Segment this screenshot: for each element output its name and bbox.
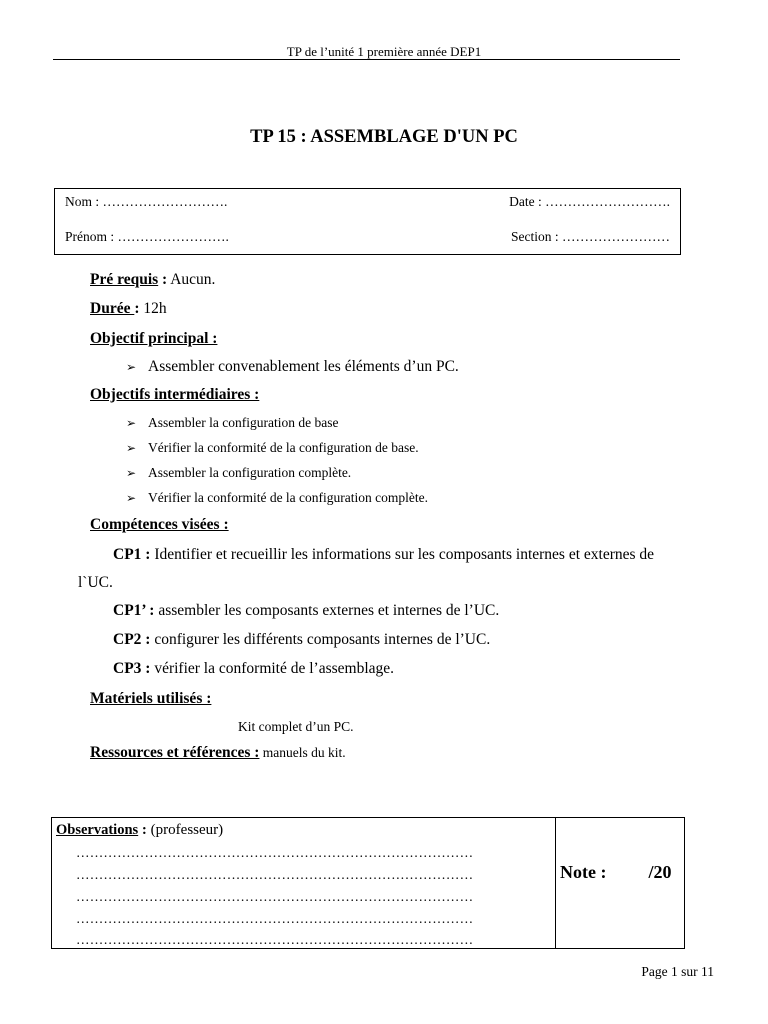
note-value: /20 [648,862,672,882]
arrow-bullet-icon: ➢ [126,441,137,455]
objectif-intermediaire-item [126,440,419,456]
observations-value: (professeur) [146,822,224,838]
prerequis-line [90,271,215,289]
prerequis-label: Pré requis [90,271,159,288]
materiels-label: Matériels utilisés : [90,690,212,707]
duree-label: Durée [90,300,135,317]
objectif-principal-heading [90,330,217,348]
duree-line [90,300,167,318]
observations-table [51,817,685,949]
competences-heading [90,516,229,534]
observations-label: Observations [56,822,139,838]
note-cell [560,862,672,883]
cp3-line [113,660,394,678]
arrow-bullet-icon: ➢ [126,360,137,374]
ressources-label: Ressources et références : [90,744,260,761]
objectif-principal-text: Assembler convenablement les éléments d’un PC. [148,358,459,375]
cp1-prime-code: CP1’ : [113,602,155,619]
cp1-line [113,546,654,564]
observation-line: …………………………………………………………………………… [76,889,474,904]
cp3-code: CP3 : [113,660,151,677]
ressources-value: manuels du kit. [259,745,346,760]
objectif-principal-item [126,358,459,376]
objectif-intermediaire-text: Assembler la configuration complète. [148,465,352,480]
observations-heading [56,822,223,839]
page-header: TP de l’unité 1 première année DEP1 [286,44,482,59]
prenom-field: Prénom : ……………………. [65,229,229,244]
arrow-bullet-icon: ➢ [126,491,137,505]
objectif-intermediaire-item [126,465,351,481]
observations-cell [52,818,556,948]
observation-line: …………………………………………………………………………… [76,932,474,947]
header-divider [53,59,680,60]
ressources-line [90,744,346,762]
nom-field: Nom : ………………………. [65,194,228,209]
prerequis-sep: : [158,271,168,288]
prerequis-value: Aucun. [167,271,216,288]
materiels-heading [90,690,211,708]
objectifs-intermediaires-label: Objectifs intermédiaires : [90,386,260,403]
cp1-prime-text: assembler les composants externes et internes de l’UC. [154,602,500,619]
student-info-box [54,188,681,255]
objectif-intermediaire-text: Assembler la configuration de base [148,415,339,430]
cp1-text-continued: l`UC. [78,574,113,591]
objectifs-intermediaires-heading [90,386,259,404]
cp2-code: CP2 : [113,631,151,648]
materiels-value: Kit complet d’un PC. [238,719,354,734]
duree-value: 12h [139,300,167,317]
section-field: Section : …………………… [511,229,670,244]
observations-sep: : [138,822,147,838]
duree-sep: : [134,300,140,317]
cp2-line [113,631,490,649]
observation-line: …………………………………………………………………………… [76,911,474,926]
observation-line: …………………………………………………………………………… [76,845,474,860]
cp3-text: vérifier la conformité de l’assemblage. [150,660,395,677]
objectif-intermediaire-text: Vérifier la conformité de la configuration complète. [148,490,429,505]
cp1-line-continued [78,574,113,592]
objectif-principal-label: Objectif principal : [90,330,218,347]
date-field: Date : ………………………. [509,194,670,209]
cp2-text: configurer les différents composants internes de l’UC. [150,631,491,648]
cp1-code: CP1 : [113,546,151,563]
arrow-bullet-icon: ➢ [126,466,137,480]
arrow-bullet-icon: ➢ [126,416,137,430]
cp1-prime-line [113,602,499,620]
document-title: TP 15 : ASSEMBLAGE D'UN PC [250,127,518,147]
objectif-intermediaire-text: Vérifier la conformité de la configuration de base. [148,440,419,455]
objectif-intermediaire-item [126,415,338,431]
note-label: Note : [560,862,607,882]
observation-line: …………………………………………………………………………… [76,867,474,882]
page-number: Page 1 sur 11 [641,964,714,979]
cp1-text: Identifier et recueillir les informations sur les composants internes et externes de [150,546,655,563]
objectif-intermediaire-item [126,490,428,506]
competences-label: Compétences visées : [90,516,229,533]
